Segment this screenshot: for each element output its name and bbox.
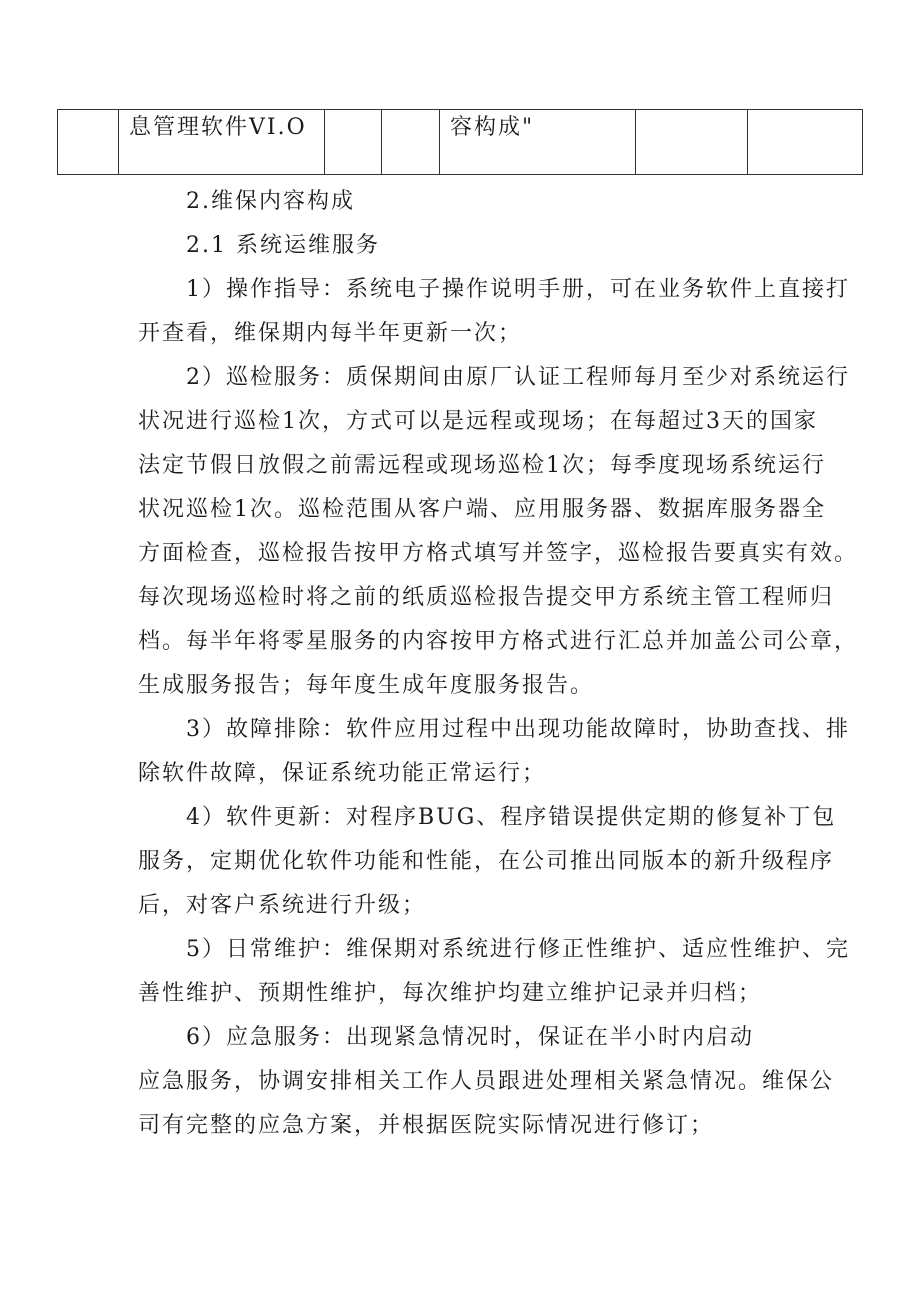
paragraph-line: 开查看，维保期内每半年更新一次；: [138, 321, 523, 346]
paragraph-line: 状况巡检1次。巡检范围从客户端、应用服务器、数据库服务器全: [138, 497, 826, 522]
subsection-heading: 2.1 系统运维服务: [186, 233, 380, 258]
paragraph-line: 除软件故障，保证系统功能正常运行；: [138, 761, 547, 786]
paragraph-line: 每次现场巡检时将之前的纸质巡检报告提交甲方系统主管工程师归: [138, 585, 835, 610]
paragraph-line: 服务，定期优化软件功能和性能，在公司推出同版本的新升级程序: [138, 849, 835, 874]
paragraph-line: 3）故障排除：软件应用过程中出现功能故障时，协助查找、排: [186, 717, 850, 742]
list-item: [138, 708, 866, 796]
paragraph-line: 状况进行巡检1次，方式可以是远程或现场；在每超过3天的国家: [138, 409, 818, 434]
table-cell: 容构成": [440, 110, 636, 175]
paragraph-line: 2）巡检服务：质保期间由原厂认证工程师每月至少对系统运行: [186, 365, 850, 390]
paragraph-line: 后，对客户系统进行升级；: [138, 893, 427, 918]
table-cell: [636, 110, 748, 175]
table-fragment: [57, 109, 863, 175]
paragraph-line: 法定节假日放假之前需远程或现场巡检1次；每季度现场系统运行: [138, 453, 826, 478]
document-body: [138, 180, 866, 1148]
table-cell: [58, 110, 119, 175]
list-item: [138, 796, 866, 928]
table-cell: [748, 110, 863, 175]
paragraph-line: 1）操作指导：系统电子操作说明手册，可在业务软件上直接打: [186, 277, 850, 302]
table-row: [58, 110, 863, 175]
paragraph-line: 5）日常维护：维保期对系统进行修正性维护、适应性维护、完: [186, 937, 850, 962]
list-item: [138, 356, 866, 708]
list-item: [138, 268, 866, 356]
paragraph-line: 生成服务报告；每年度生成年度服务报告。: [138, 673, 595, 698]
paragraph-line: 4）软件更新：对程序BUG、程序错误提供定期的修复补丁包: [186, 805, 837, 830]
table-cell: [325, 110, 382, 175]
paragraph-line: 司有完整的应急方案，并根据医院实际情况进行修订；: [138, 1113, 715, 1138]
list-item: [138, 1016, 866, 1148]
table-cell: [382, 110, 440, 175]
paragraph-line: 方面检查，巡检报告按甲方格式填写并签字，巡检报告要真实有效。: [138, 541, 859, 566]
paragraph-line: 6）应急服务：出现紧急情况时，保证在半小时内启动: [186, 1025, 754, 1050]
paragraph-line: 善性维护、预期性维护，每次维护均建立维护记录并归档；: [138, 981, 763, 1006]
paragraph-line: 应急服务，协调安排相关工作人员跟进处理相关紧急情况。维保公: [138, 1069, 835, 1094]
list-item: [138, 928, 866, 1016]
paragraph-line: 档。每半年将零星服务的内容按甲方格式进行汇总并加盖公司公章，: [138, 629, 859, 654]
table-cell: 息管理软件VI.O: [119, 110, 325, 175]
section-heading: 2.维保内容构成: [186, 189, 355, 214]
